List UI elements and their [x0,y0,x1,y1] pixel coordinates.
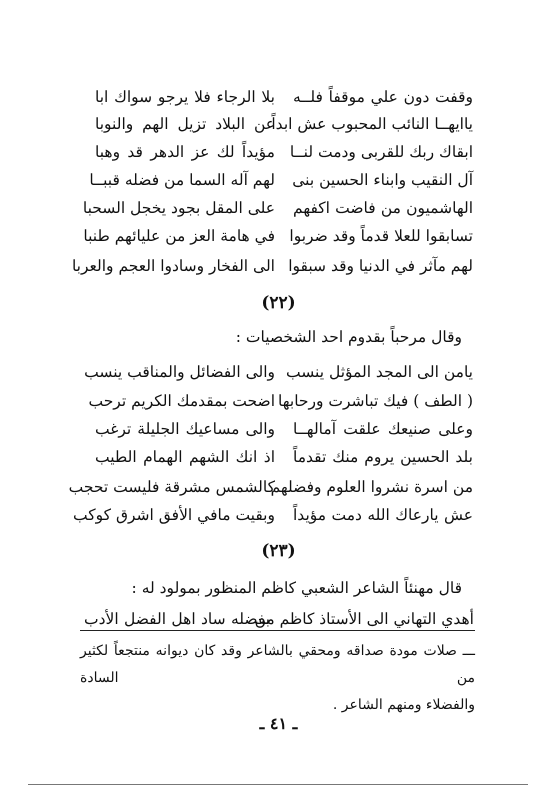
verse-line [88,386,473,416]
verse-first-hemistich: عش يارعاك الله دمت مؤيداً [293,506,473,524]
verse-line [95,82,473,112]
verse-first-hemistich: الهاشميون من فاضت اكفهم [293,199,473,217]
page-number: ـ ٤١ ـ [259,714,298,733]
verse-first-hemistich: ياايهــا النائب المحبوب عش ابداً [271,115,473,133]
verse-first-hemistich: بلد الحسين يروم منك تقدماً [293,448,473,466]
verse-first-hemistich: ( الطف ) فيك تباشرت ورحابها [278,392,473,410]
verse-line [71,251,473,281]
poem-intro: قال مهنئاً الشاعر الشعبي كاظم المنظور بمولود له : [131,579,462,597]
footnote-line: والفضلاء ومنهم الشاعر . [332,697,475,713]
verse-second-hemistich: والى مساعيك الجليلة ترغب [95,420,275,438]
verse-second-hemistich: الى الفخار وسادوا العجم والعربا [71,257,275,275]
verse-second-hemistich: كالشمس مشرقة فليست تحجب [68,478,275,496]
verse-line [95,414,473,444]
poem-intro: وقال مرحباً بقدوم احد الشخصيات : [235,328,462,346]
verse-second-hemistich: والى الفضائل والمناقب ينسب [84,363,275,381]
verse-first-hemistich: من اسرة نشروا العلوم وفضلهم [270,478,473,496]
verse-second-hemistich: اذ انك الشهم الهمام الطيب [95,448,275,466]
verse-first-hemistich: وقفت دون علي موقفاً فلــه [293,88,473,106]
page-bottom-rule [28,784,528,785]
verse-line [95,109,473,139]
verse-second-hemistich: عن البلاد تزيل الهم والنوبا [95,115,275,133]
verse-second-hemistich: في هامة العز من عليائهم طنبا [83,227,275,245]
verse-line [84,357,473,387]
verse-line [82,193,473,223]
verse-first-hemistich: تسابقوا للعلا قدماً وقد ضربوا [289,227,473,245]
verse-second-hemistich: وبقيت مافي الأفق اشرق كوكب [73,506,275,524]
verse-first-hemistich: يامن الى المجد المؤثل ينسب [285,363,473,381]
poem-number: (٢٣) [261,541,296,561]
verse-second-hemistich: بلا الرجاء فلا يرجو سواك ابا [95,88,275,106]
verse-line [68,472,473,502]
verse-second-hemistich: على المقل بجود يخجل السحبا [82,199,275,217]
verse-first-hemistich: لهم مآثر في الدنيا وقد سبقوا [288,257,473,275]
footnote-line: ـــ صلات مودة صداقه ومحقي بالشاعر وقد كان ديوانه منتجعاً لكثير من السادة [80,643,475,686]
verse-first-hemistich: ابقاك ربك للقربى ودمت لنــا [289,143,473,161]
verse-second-hemistich: بفضله ساد اهل الفضل الأدب [84,610,270,628]
footnote [80,638,475,719]
verse-line [95,137,473,167]
footnote-separator [80,630,475,631]
verse-line [73,500,473,530]
verse-first-hemistich: وعلى صنيعك علقت آمالهــا [293,420,473,438]
verse-first-hemistich: آل النقيب وابناء الحسين بنى [292,171,473,189]
verse-first-hemistich: أهدي التهاني الى الأستاذ كاظم من [254,610,474,628]
verse-line [89,165,473,195]
verse-second-hemistich: مؤيداً لك عز الدهر قد وهبا [95,143,275,161]
verse-second-hemistich: لهم آله السما من فضله قببــا [89,171,275,189]
verse-line [95,442,473,472]
verse-second-hemistich: اضحت بمقدمك الكريم ترحب [88,392,275,410]
verse-line [83,221,473,251]
poem-number: (٢٢) [261,293,296,313]
